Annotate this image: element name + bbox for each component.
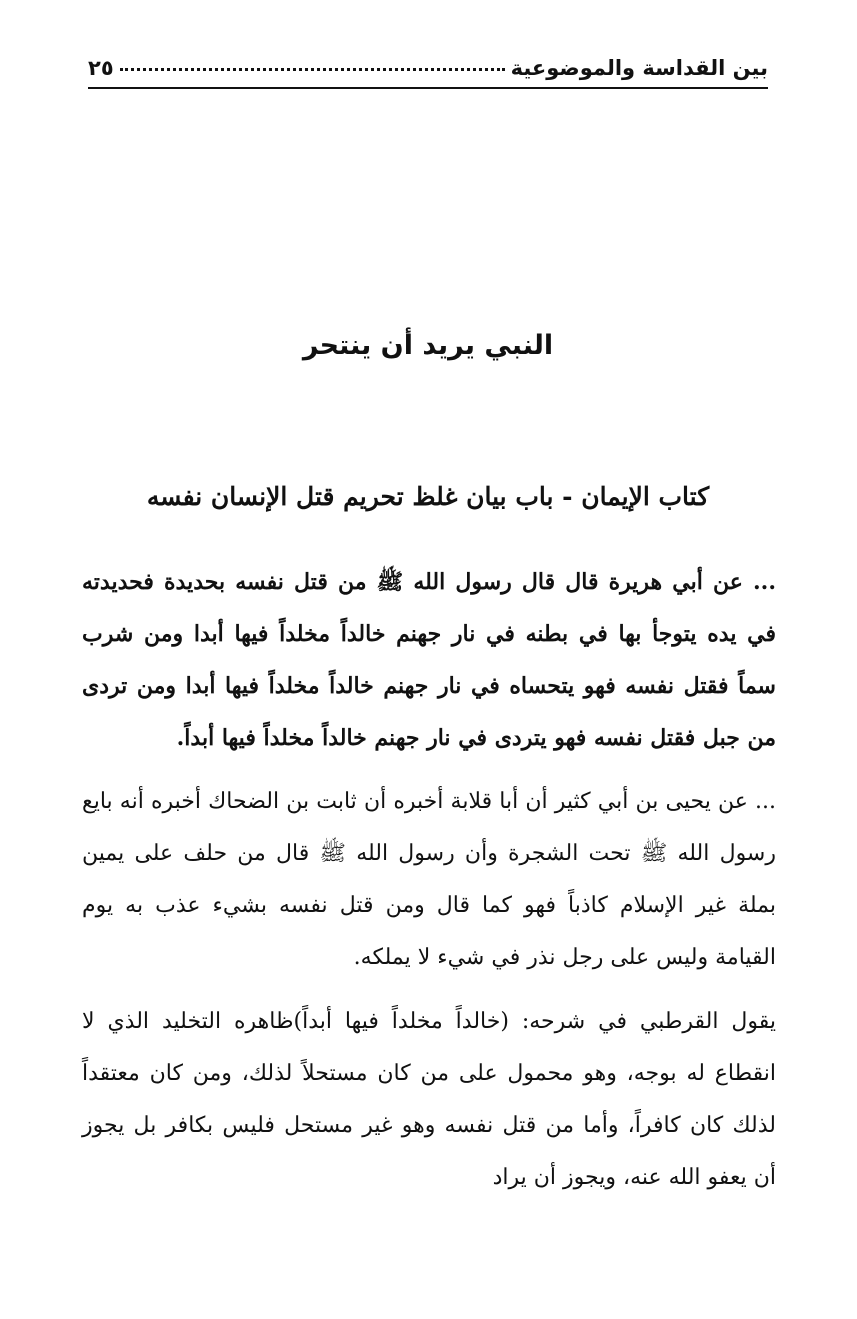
header-rule: [88, 87, 768, 89]
running-header: [88, 40, 768, 80]
page-number: ٢٥: [88, 56, 114, 80]
body-text: [82, 556, 776, 1216]
hadith-paragraph: ... عن أبي هريرة قال قال رسول الله ﷺ من قتل نفسه بحديدة فحديدته في يده يتوجأ بها في بطنه في نار جهنم خالداً مخلداً فيها أبدا ومن شرب سماً فقتل نفسه فهو يتحساه في نار جهنم خالداً مخلداً فيها أبدا ومن تردى من جبل فقتل نفسه فهو يتردى في نار جهنم خالداً مخلداً فيها أبداً.: [82, 569, 776, 751]
chapter-title: النبي يريد أن ينتحر: [302, 330, 554, 361]
running-title: بين القداسة والموضوعية: [510, 56, 768, 80]
hadith-paragraph: ... عن يحيى بن أبي كثير أن أبا قلابة أخبره أن ثابت بن الضحاك أخبره أنه بايع رسول الله ﷺ تحت الشجرة وأن رسول الله ﷺ قال من حلف على يمين بملة غير الإسلام كاذباً فهو كما قال ومن قتل نفسه بشيء عذب به يوم القيامة وليس على رجل نذر في شيء لا يملكه.: [82, 789, 776, 970]
section-heading: كتاب الإيمان - باب بيان غلظ تحريم قتل الإنسان نفسه: [146, 482, 710, 511]
dot-leader: [120, 68, 505, 71]
commentary-paragraph: يقول القرطبي في شرحه: (خالداً مخلداً فيها أبداً)ظاهره التخليد الذي لا انقطاع له بوجه، وهو محمول على من كان مستحلاً لذلك، ومن كان معتقداً لذلك كان كافراً، وأما من قتل نفسه وهو غير مستحل فليس بكافر بل يجوز أن يعفو الله عنه، ويجوز أن يراد: [82, 1009, 776, 1190]
